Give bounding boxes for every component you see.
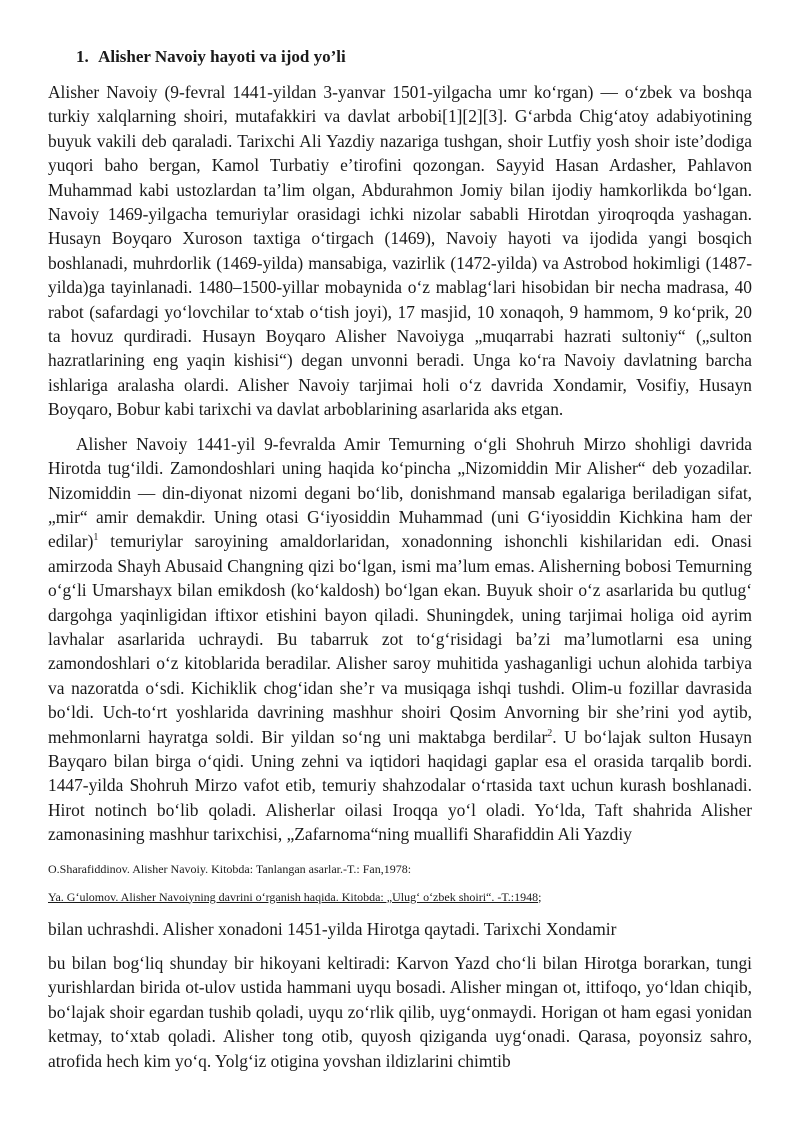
footnote-2[interactable]: Ya. Gʻulomov. Alisher Navoiyning davrini oʻrganish haqida. Kitobda: „Ulug‘ oʻzbek shoiri“. -T.:1948;: [48, 889, 542, 904]
paragraph-2: [48, 432, 752, 847]
heading-title: Alisher Navoiy hayoti va ijod yo’li: [98, 47, 346, 66]
heading-number: 1.: [76, 47, 89, 66]
footnotes: [48, 861, 752, 905]
footnote-ref-2[interactable]: 2: [547, 727, 553, 739]
paragraph-2-part-1: Alisher Navoiy 1441-yil 9-fevralda Amir Temurning oʻgli Shohruh Mirzo shohligi davrida Hirotda tugʻildi. Zamondoshlari uning haqida koʻpincha „Nizomiddin Mir Alisher“ deb yozadilar. Nizomiddin — din-diyonat nizomi degani boʻlib, donishmand mansab egalariga beriladigan sifat, „mir“ amir demakdir. Uning otasi Gʻiyosiddin Muhammad (uni Gʻiyosiddin Kichkina ham der edilar): [48, 433, 752, 552]
footnote-1: O.Sharafiddinov. Alisher Navoiy. Kitobda: Tanlangan asarlar.-T.: Fan,1978:: [48, 861, 412, 876]
section-heading: [76, 44, 752, 70]
footnote-ref-1[interactable]: 1: [93, 532, 99, 544]
paragraph-2-part-3: . U boʻlajak sulton Husayn Bayqaro bilan birga oʻqidi. Uning zehni va iqtidori haqidagi gaplar esa el orasida tarqalib bordi. 1447-yilda Shohruh Mirzo vafot etib, temuriy shahzodalar oʻrtasida taxt uchun kurash boshlanadi. Hirot notinch boʻlib qoladi. Alisherlar oilasi Iroqqa yoʻl oladi. Yoʻlda, Taft shahrida Alisher zamonasining mashhur tarixchisi, „Zafarnoma“ning muallifi Sharafiddin Ali Yazdiy: [48, 726, 752, 845]
continuation-line: bilan uchrashdi. Alisher xonadoni 1451-yilda Hirotga qaytadi. Tarixchi Xondamir: [48, 918, 617, 939]
paragraph-2-part-2: temuriylar saroyining amaldorlaridan, xonadonning ishonchli kishilaridan edi. Onasi amirzoda Shayh Abusaid Changning qizi boʻlgan, ismi maʼlum emas. Alisherning bobosi Temurning oʻgʻli Umarshayx bilan emikdosh (koʻkaldosh) boʻlgan ekan. Buyuk shoir oʻz asarlarida bu qutlugʻ dargohga yaqinligidan iftixor etishini bayon qiladi. Shuningdek, uning tarjimai holiga oid ayrim lavhalar asarlarida uchraydi. Bu tabarruk zot toʻgʻrisidagi baʼzi maʼlumotlarni esa uning zamondoshlari oʻz kitoblarida beradilar. Alisher saroy muhitida yashaganligi uchun alohida tarbiya va nazoratda oʻsdi. Kichiklik chogʻidan sheʼr va musiqaga ishqi tushdi. Olim-u fozillar davrasida boʻldi. Uch-toʻrt yoshlarida davrining mashhur shoiri Qosim Anvorning bir sheʼrini yod aytib, mehmonlarni hayratga soldi. Bir yildan soʻng uni maktabga berdilar: [48, 531, 752, 747]
paragraph-3: bu bilan bogʻliq shunday bir hikoyani keltiradi: Karvon Yazd choʻli bilan Hirotga borarkan, tungi yurishlardan birida ot-ulov ustida hammani uyqu bosadi. Alisher mingan ot, ittifoqo, yoʻldan chiqib, boʻlajak shoir egardan tushib qoladi, uyqu zoʻrlik qilib, uygʻonmaydi. Horigan ot ham egasi yonidan ketmay, toʻxtab qoladi. Alisher tong otib, quyosh qiziganda uygʻonadi. Qarasa, poyonsiz sahro, atrofida hech kim yoʻq. Yolgʻiz otigina yovshan ildizlarini chimtib: [48, 953, 752, 1071]
paragraph-1: Alisher Navoiy (9-fevral 1441-yildan 3-yanvar 1501-yilgacha umr koʻrgan) — oʻzbek va boshqa turkiy xalqlarning shoiri, mutafakkiri va davlat arbobi[1][2][3]. Gʻarbda Chigʻatoy adabiyotining buyuk vakili deb qaraladi. Tarixchi Ali Yazdiy nazariga tushgan, shoir Lutfiy yosh shoir isteʼdodiga yuqori baho bergan, Kamol Turbatiy eʼtirofini qozongan. Sayyid Hasan Ardasher, Pahlavon Muhammad kabi ustozlardan taʼlim olgan, Abdurahmon Jomiy bilan ijodiy hamkorlikda boʻlgan. Navoiy 1469-yilgacha temuriylar orasidagi ichki nizolar sababli Hirotdan yiroqroqda yashagan. Husayn Boyqaro Xuroson taxtiga oʻtirgach (1469), Navoiy hayoti va ijodida yangi bosqich boshlanadi, muhrdorlik (1469-yilda) mansabiga, vazirlik (1472-yilda) va Astrobod hokimligi (1487-yilda)ga tayinlanadi. 1480–1500-yillar mobaynida oʻz mablagʻlari hisobidan bir necha madrasa, 40 rabot (safardagi yoʻlovchilar toʻxtab oʻtish joyi), 17 masjid, 10 xonaqoh, 9 hammom, 9 koʻprik, 20 ta hovuz qurdiradi. Husayn Boyqaro Alisher Navoiyga „muqarrabi hazrati sultoniy“ („sulton hazratlarining eng yaqin kishisi“) degan unvonni beradi. Unga koʻra Navoiy davlatning barcha ishlariga aralasha olardi. Alisher Navoiy tarjimai holi oʻz davrida Xondamir, Vosifiy, Husayn Boyqaro, Bobur kabi tarixchi va davlat arboblarining asarlarida aks etgan.: [48, 82, 752, 420]
